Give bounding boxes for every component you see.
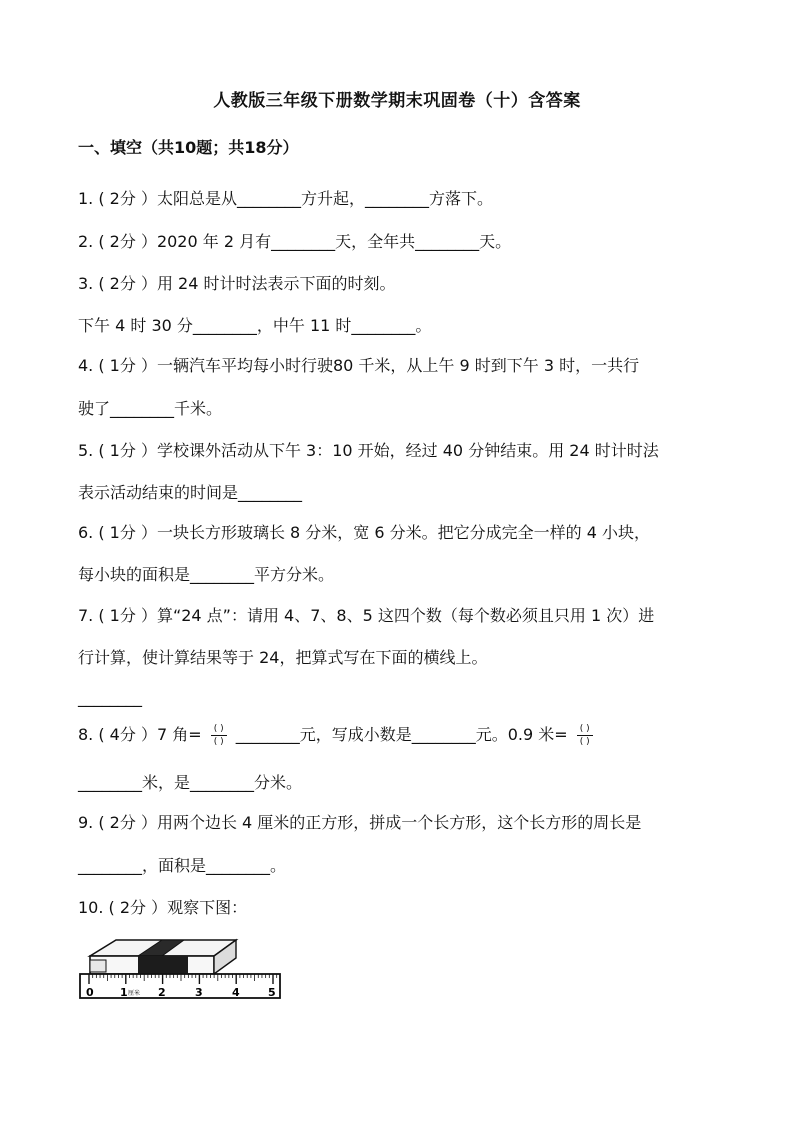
question-8-line-2: ________米，是________分米。 <box>78 773 303 792</box>
ruler-label: 4 <box>232 986 240 999</box>
question-7-line-2: 行计算，使计算结果等于 24，把算式写在下面的横线上。 <box>78 648 488 667</box>
ruler <box>80 974 280 998</box>
fraction-placeholder <box>211 724 227 747</box>
fraction-denominator: ( ) <box>579 737 590 747</box>
question-8-part-2: ________元，写成小数是________元。0.9 米= <box>235 725 568 744</box>
question-4-line-2: 驶了________千米。 <box>78 399 223 418</box>
question-8-part-1: 8. ( 4分 ）7 角= <box>78 725 202 744</box>
fraction-placeholder <box>577 724 593 747</box>
ruler-label: 5 <box>268 986 276 999</box>
question-4: 4. ( 1分 ）一辆汽车平均每小时行驶80 千米，从上午 9 时到下午 3 时，一共行 <box>78 356 640 375</box>
ruler-label: 2 <box>158 986 166 999</box>
question-9: 9. ( 2分 ）用两个边长 4 厘米的正方形，拼成一个长方形，这个长方形的周长是 <box>78 813 642 832</box>
question-9-line-2: ________，面积是________。 <box>78 856 287 875</box>
question-6-line-2: 每小块的面积是________平方分米。 <box>78 565 335 584</box>
question-1: 1. ( 2分 ）太阳总是从________方升起，________方落下。 <box>78 189 493 208</box>
ruler-label: 3 <box>195 986 203 999</box>
fraction-numerator: ( ) <box>577 724 593 736</box>
question-3: 3. ( 2分 ）用 24 时计时法表示下面的时刻。 <box>78 274 396 293</box>
question-6: 6. ( 1分 ）一块长方形玻璃长 8 分米，宽 6 分米。把它分成完全一样的 4 小块， <box>78 523 651 542</box>
section-heading: 一、填空（共10题；共18分） <box>78 138 299 157</box>
question-7-answer-line: ________ <box>78 688 142 707</box>
fraction-denominator: ( ) <box>213 737 224 747</box>
question-5-line-2: 表示活动结束的时间是________ <box>78 483 303 502</box>
page-title: 人教版三年级下册数学期末巩固卷（十）含答案 <box>213 91 581 111</box>
question-10: 10. ( 2分 ）观察下图： <box>78 898 248 917</box>
fraction-numerator: ( ) <box>211 724 227 736</box>
ruler-label: 1 <box>120 986 128 999</box>
question-2: 2. ( 2分 ）2020 年 2 月有________天，全年共________天。 <box>78 232 512 251</box>
question-8 <box>78 722 597 747</box>
question-5: 5. ( 1分 ）学校课外活动从下午 3：10 开始，经过 40 分钟结束。用 24 时计时法 <box>78 441 659 460</box>
eraser-on-ruler-figure <box>76 930 286 1010</box>
question-3-line-2: 下午 4 时 30 分________，中午 11 时________。 <box>78 316 432 335</box>
ruler-unit-label: 厘米 <box>128 990 141 997</box>
question-7: 7. ( 1分 ）算“24 点”：请用 4、7、8、5 这四个数（每个数必须且只用 1 次）进 <box>78 606 655 625</box>
ruler-label: 0 <box>86 986 94 999</box>
